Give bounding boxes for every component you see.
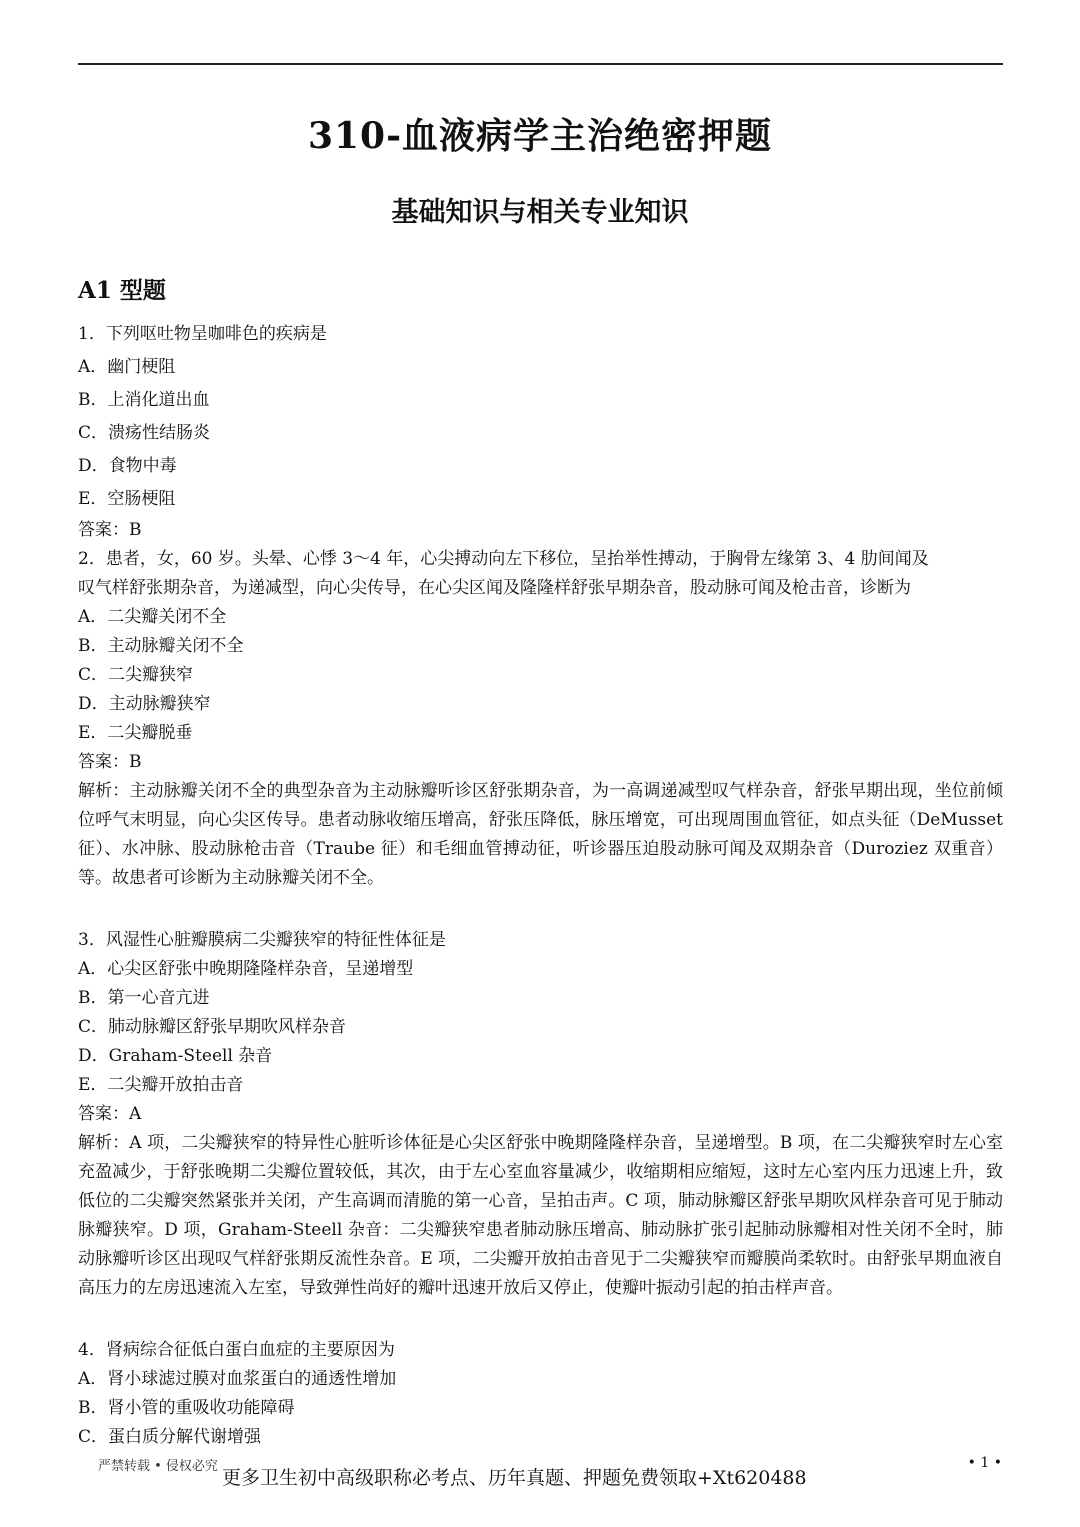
option-c: C．肺动脉瓣区舒张早期吹风样杂音: [78, 1017, 347, 1037]
analysis: 解析：A 项，二尖瓣狭窄的特异性心脏听诊体征是心尖区舒张中晚期隆隆样杂音，呈递增型。B 项，在二尖瓣狭窄时左心室充盈减少，于舒张晚期二尖瓣位置较低，其次，由于左心室血容量减少，收缩期相应缩短，这时左心室内压力迅速上升，致低位的二尖瓣突然紧张并关闭，产生高调而清脆的第一心音，呈拍击声。C 项，肺动脉瓣区舒张早期吹风样杂音可见于肺动脉瓣狭窄。D 项，Graham-Steell 杂音：二尖瓣狭窄患者肺动脉压增高、肺动脉扩张引起肺动脉瓣相对性关闭不全时，肺动脉瓣听诊区出现叹气样舒张期反流性杂音。E 项，二尖瓣开放拍击音见于二尖瓣狭窄而瓣膜尚柔软时。由舒张早期血液自高压力的左房迅速流入左室，导致弹性尚好的瓣叶迅速开放后又停止，使瓣叶振动引起的拍击样声音。: [78, 1133, 1003, 1298]
option-e: E．空肠梗阻: [78, 489, 176, 509]
option-b: B．第一心音亢进: [78, 988, 210, 1008]
option-c: C．蛋白质分解代谢增强: [78, 1427, 262, 1447]
option-b: B．肾小管的重吸收功能障碍: [78, 1398, 295, 1418]
option-d: D．Graham-Steell 杂音: [78, 1046, 273, 1066]
question-stem: 1．下列呕吐物呈咖啡色的疾病是: [78, 324, 327, 344]
answer: 答案：B: [78, 752, 142, 772]
question-3: [78, 926, 1003, 1303]
option-d: D．食物中毒: [78, 456, 177, 476]
page-subtitle: 基础知识与相关专业知识: [391, 197, 689, 228]
option-a: A．二尖瓣关闭不全: [78, 607, 227, 627]
page-footer: [0, 1453, 1080, 1493]
answer: 答案：B: [78, 520, 142, 540]
question-stem: 4．肾病综合征低白蛋白血症的主要原因为: [78, 1340, 395, 1360]
promo-text: 更多卫生初中高级职称必考点、历年真题、押题免费领取+Xt620488: [222, 1467, 807, 1489]
question-stem-line-2: 叹气样舒张期杂音，为递减型，向心尖传导，在心尖区闻及隆隆样舒张早期杂音，股动脉可闻及枪击音，诊断为: [78, 578, 911, 598]
option-e: E．二尖瓣开放拍击音: [78, 1075, 244, 1095]
option-c: C．溃疡性结肠炎: [78, 423, 211, 443]
option-b: B．主动脉瓣关闭不全: [78, 636, 244, 656]
option-a: A．心尖区舒张中晚期隆隆样杂音，呈递增型: [78, 959, 414, 979]
option-b: B．上消化道出血: [78, 390, 210, 410]
option-e: E．二尖瓣脱垂: [78, 723, 193, 743]
copyright-watermark: 严禁转载 • 侵权必究: [98, 1459, 218, 1474]
header-rule: [78, 63, 1003, 65]
option-c: C．二尖瓣狭窄: [78, 665, 194, 685]
page-title: 310-血液病学主治绝密押题: [307, 115, 773, 157]
analysis: 解析：主动脉瓣关闭不全的典型杂音为主动脉瓣听诊区舒张期杂音，为一高调递减型叹气样杂音，舒张早期出现，坐位前倾位呼气末明显，向心尖区传导。患者动脉收缩压增高，舒张压降低，脉压增宽，可出现周围血管征，如点头征（DeMusset 征）、水冲脉、股动脉枪击音（Traube 征）和毛细血管搏动征，听诊器压迫股动脉可闻及双期杂音（Duroziez 双重音）等。故患者可诊断为主动脉瓣关闭不全。: [78, 781, 1003, 888]
question-stem-line-1: 2．患者，女，60 岁。头晕、心悸 3～4 年，心尖搏动向左下移位，呈抬举性搏动，于胸骨左缘第 3、4 肋间闻及: [78, 549, 929, 569]
option-a: A．肾小球滤过膜对血浆蛋白的通透性增加: [78, 1369, 397, 1389]
answer: 答案：A: [78, 1104, 142, 1124]
question-2: [78, 545, 1003, 893]
option-d: D．主动脉瓣狭窄: [78, 694, 211, 714]
page-number: • 1 •: [967, 1455, 1002, 1471]
section-heading: A1 型题: [78, 277, 166, 304]
question-stem: 3．风湿性心脏瓣膜病二尖瓣狭窄的特征性体征是: [78, 930, 446, 950]
option-a: A．幽门梗阻: [78, 357, 176, 377]
question-list: [78, 318, 1003, 1485]
question-1: [78, 318, 1003, 545]
question-4: [78, 1336, 1003, 1452]
